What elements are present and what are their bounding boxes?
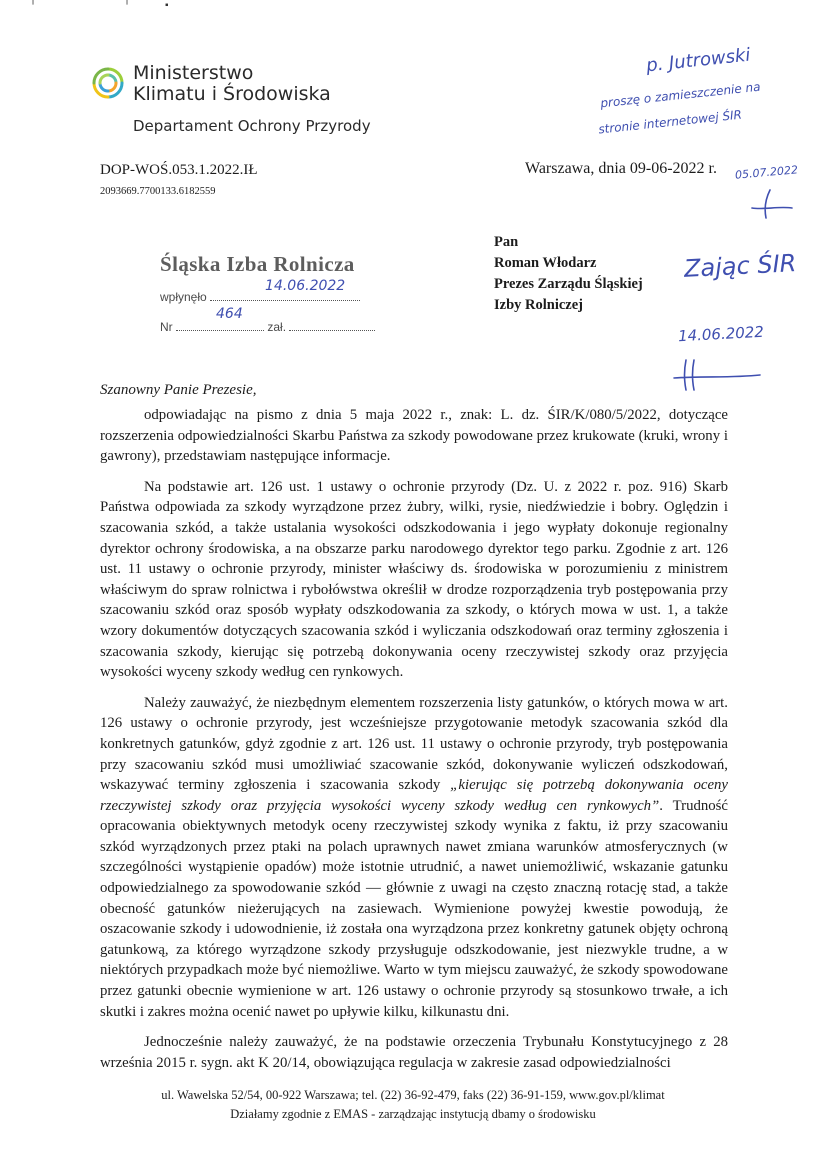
- handwritten-note-5: Zając ŚIR: [683, 249, 797, 283]
- addressee-line3: Prezes Zarządu Śląskiej: [494, 276, 643, 292]
- handwritten-note-6: 14.06.2022: [677, 322, 765, 346]
- handwritten-note-1: p. Jutrowski: [645, 44, 752, 77]
- stamp-number-row: [160, 306, 375, 334]
- handwritten-note-4: 05.07.2022: [734, 163, 799, 182]
- scan-mark: ▪: [165, 0, 169, 11]
- paragraph-2: Na podstawie art. 126 ust. 1 ustawy o ochronie przyrody (Dz. U. z 2022 r. poz. 916) Skarb Państwa odpowiada za szkody wyrządzone przez żubry, wilki, rysie, niedźwiedzie i bobry. Oględzin i szacowania szkód, a także ustalania wysokości odszkodowania i jego wypłaty dokonuje regionalny dyrektor ochrony środowiska, a na obszarze parku narodowego dyrektor tego parku. Zgodnie z art. 126 ust. 11 ustawy o ochronie przyrody, minister właściwy ds. środowiska w porozumieniu z ministrem właściwym do spraw rolnictwa i rybołówstwa określił w drodze rozporządzenia tryb postępowania przy szacowaniu szkód oraz sposób wypłaty odszkodowania za szkody, o których mowa w ust. 1, a także wzory dokumentów dotyczących szacowania szkód i wyliczania odszkodowań oraz terminy zgłoszenia i szacowania szkody, kierując się potrzebą dokonywania oceny rzeczywistej szkody oraz przyjęcia wysokości wyceny szkody według cen rynkowych.: [100, 478, 728, 681]
- document-code: 2093669.7700133.6182559: [100, 186, 216, 197]
- stamp-attachment-label: zał.: [267, 320, 287, 334]
- reference-number: DOP-WOŚ.053.1.2022.IŁ: [100, 162, 258, 178]
- footer: [0, 1086, 826, 1124]
- footer-emas: Działamy zgodnie z EMAS - zarządzając instytucją dbamy o środowisku: [230, 1107, 596, 1121]
- scan-mark: ╵: [124, 0, 131, 11]
- scan-mark: ╵: [30, 0, 37, 11]
- ministry-name-line2: Klimatu i Środowiska: [133, 83, 331, 105]
- handwritten-note-2: proszę o zamieszczenie na: [599, 79, 762, 111]
- stamp-received-row: [160, 278, 360, 304]
- stamp-nr-label: Nr: [160, 320, 173, 334]
- salutation: Szanowny Panie Prezesie,: [100, 382, 257, 398]
- addressee-line4: Izby Rolniczej: [494, 297, 583, 313]
- letter-body: [100, 405, 728, 1083]
- handwritten-note-3: stronie internetowej ŚIR: [597, 107, 743, 137]
- handwritten-signature-1: [748, 188, 794, 220]
- paragraph-3-part-a: Należy zauważyć, że niezbędnym elementem rozszerzenia listy gatunków, o których mowa w art. 126 ustawy o ochronie przyrody, jest wcześniejsze przygotowanie metodyk szacowania szkód dla konkretnych gatunków, gdyż zgodnie z art. 126 ust. 11 ustawy o ochronie przyrody, tryb postępowania przy szacowaniu szkód musi umożliwiać szacowanie szkód, dokonywanie wyliczeń odszkodowań, wskazywać terminy zgłoszenia i szacowania szkody: [100, 694, 728, 794]
- stamp-received-value: 14.06.2022: [265, 278, 346, 294]
- stamp-received-label: wpłynęło: [160, 290, 207, 304]
- city-date: Warszawa, dnia 09-06-2022 r.: [525, 160, 717, 177]
- paragraph-1: odpowiadając na pismo z dnia 5 maja 2022 r., znak: L. dz. ŚIR/K/080/5/2022, dotyczące rozszerzenia odpowiedzialności Skarbu Państwa za szkody powodowane przez krukowate (kruki, wrony i gawrony), przedstawiam następujące informacje.: [100, 407, 728, 465]
- stamp-title: Śląska Izba Rolnicza: [160, 252, 355, 276]
- stamp-nr-value: 464: [216, 306, 243, 322]
- paragraph-3-part-b: . Trudność opracowania obiektywnych metodyk oceny rzeczywistej szkody wynika z faktu, iż przy szacowaniu szkód wyrządzonych przez ptaki na polach uprawnych nawet zmiana warunków atmosferycznych (w szczególności wystąpienie opadów) może istotnie utrudnić, a nawet uniemożliwić, wskazanie gatunku odpowiedzialnego za spowodowanie szkód — głównie z uwagi na często znaczną rotację stad, a także obecność gatunków nieżerujących na zasiewach. Wymienione powyżej kwestie powodują, że oszacowanie szkody i udowodnienie, iż została ona wyrządzona przez konkretny gatunek objęty ochroną gatunkową, za którego wyrządzone szkody przysługuje odszkodowanie, jest niezwykle trudne, a w niektórych przypadkach może być niemożliwe. Warto w tym miejscu zauważyć, że szkody spowodowane przez gatunki obecnie wymienione w art. 126 ustawy o ochronie przyrody są stosunkowo trwałe, a ich skutki i zakres można ocenić nawet po upływie kilku, kilkunastu dni.: [100, 797, 729, 1020]
- ministry-name: [133, 63, 331, 105]
- ministry-name-line1: Ministerstwo: [133, 62, 254, 84]
- ministry-logo-icon: [91, 66, 125, 100]
- footer-address: ul. Wawelska 52/54, 00-922 Warszawa; tel. (22) 36-92-479, faks (22) 36-91-159, www.gov.pl/klimat: [161, 1088, 665, 1102]
- addressee-line2: Roman Włodarz: [494, 255, 597, 271]
- paragraph-3-quote: „kierując się potrzebą dokonywania oceny rzeczywistej szkody oraz przyjęcia wysokości wyceny szkody według cen rynkowych”: [100, 777, 728, 814]
- department-name: Departament Ochrony Przyrody: [133, 117, 371, 135]
- addressee-line1: Pan: [494, 234, 519, 250]
- paragraph-3: [100, 693, 728, 1023]
- paragraph-4: Jednocześnie należy zauważyć, że na podstawie orzeczenia Trybunału Konstytucyjnego z 28 września 2015 r. sygn. akt K 20/14, obowiązująca regulacja w zakresie zasad odpowiedzialności: [100, 1034, 728, 1071]
- addressee: [494, 232, 643, 316]
- handwritten-signature-2: [672, 356, 762, 392]
